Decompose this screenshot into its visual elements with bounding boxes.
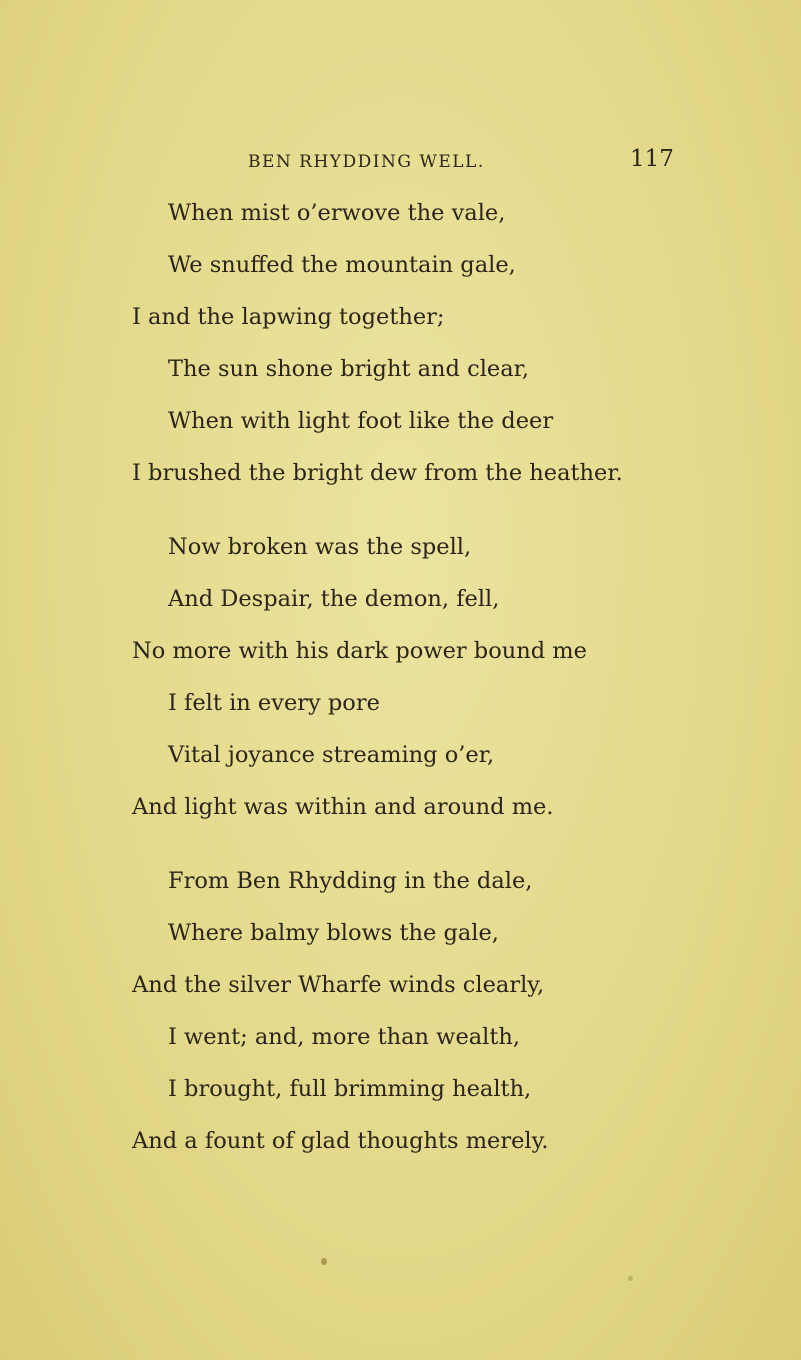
poem-line: Now broken was the spell, xyxy=(168,534,472,560)
poem-line: And light was within and around me. xyxy=(132,794,554,820)
poem-line: Vital joyance streaming o’er, xyxy=(168,742,495,768)
poem-line: I and the lapwing together; xyxy=(132,304,445,330)
poem-line: The sun shone bright and clear, xyxy=(168,356,530,382)
running-head xyxy=(0,146,801,176)
page-number: 117 xyxy=(630,146,674,172)
poem-line: And Despair, the demon, fell, xyxy=(168,586,500,612)
poem-line: Where balmy blows the gale, xyxy=(168,920,499,946)
poem-line: I brushed the bright dew from the heather. xyxy=(132,460,623,486)
paper-spot xyxy=(321,1258,327,1265)
poem-line: I felt in every pore xyxy=(168,690,380,716)
poem-line: No more with his dark power bound me xyxy=(132,638,587,664)
running-title: BEN RHYDDING WELL. xyxy=(248,152,485,172)
poem-line: When mist o’erwove the vale, xyxy=(168,200,506,226)
poem-line: From Ben Rhydding in the dale, xyxy=(168,868,533,894)
paper-spot xyxy=(628,1276,633,1281)
poem-line: And a fount of glad thoughts merely. xyxy=(132,1128,549,1154)
poem-line: I went; and, more than wealth, xyxy=(168,1024,521,1050)
poem-line: When with light foot like the deer xyxy=(168,408,554,434)
poem-line: We snuffed the mountain gale, xyxy=(168,252,516,278)
poem-line: And the silver Wharfe winds clearly, xyxy=(132,972,545,998)
poem-line: I brought, full brimming health, xyxy=(168,1076,532,1102)
